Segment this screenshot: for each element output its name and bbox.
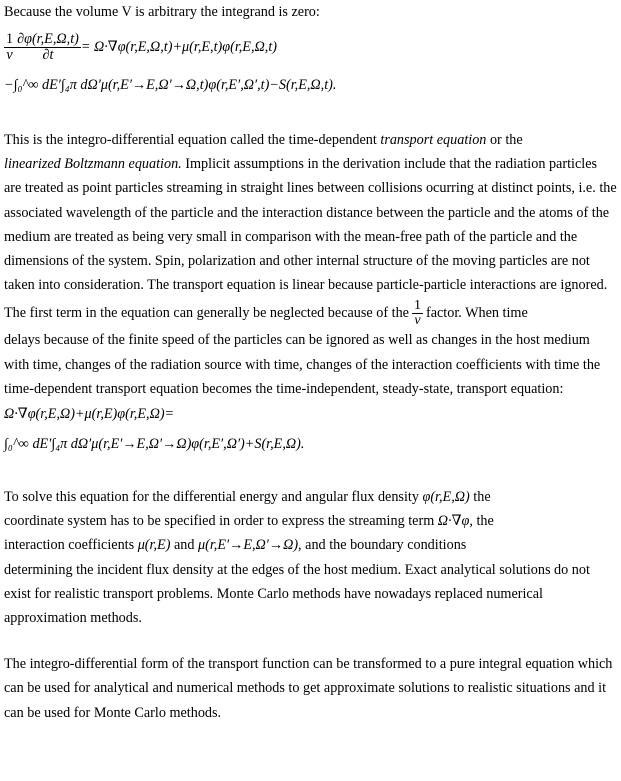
- inline-math-mu-transition: μ(r,E′→E,Ω′→Ω),: [198, 537, 302, 554]
- paragraph-transport-equation: This is the integro-differential equation called the time-dependent transport equation or the linearized Boltzmann equation. Implicit assumptions in the derivation include that the radiation particles are treated as point particles streaming in straight lines between collisions ocurring at distinct points, i.e. the associated wavelength of the particle and the interaction distance between the particle and the atoms of the medium are treated as being very small in comparison with the mean-free path of the particle and the dimensions of the system. Spin, polarization and other internal structure of the moving particles are not taken into consideration. The transport equation is linear because particle-particle interactions are ignored.: [4, 132, 617, 294]
- inline-math-mu-r-e: μ(r,E): [137, 537, 171, 554]
- inline-math-streaming-term: Ω·∇φ,: [437, 513, 473, 530]
- paragraph-first-term: The first term in the equation can generally be neglected because of the $\frac{1}{v}$ factor. When time delays because of the finite speed of the particles can be ignored as well as changes in the host medium with time, changes of the radiation source with time, changes of the interaction coefficients with time the time-dependent transport equation becomes the time-independent, steady-state, transport equation:: [4, 298, 601, 397]
- inline-math-flux-density: φ(r,E,Ω): [422, 489, 470, 506]
- intro-line: Because the volume V is arbitrary the integrand is zero:: [4, 4, 320, 20]
- partial-derivative-numerator: ∂φ(r,E,Ω,t): [17, 30, 79, 47]
- equation-1-rhs: = Ω·∇φ(r,E,Ω,t)+μ(r,E,t)φ(r,E,Ω,t): [80, 38, 277, 55]
- inline-fraction-one-over-v: $\frac{1}{v}$: [413, 298, 421, 329]
- term-linearized-boltzmann: linearized Boltzmann equation.: [4, 156, 182, 173]
- equation-2: [4, 401, 617, 461]
- partial-derivative-denominator: ∂t: [42, 46, 54, 63]
- equation-2-line-2: ∫₀^∞ dE′∫₄π dΩ′μ(r,E′→E,Ω′→Ω)φ(r,E′,Ω′)+S(r,E,Ω).: [4, 435, 305, 452]
- partial-derivative-fraction: [15, 32, 81, 63]
- fraction-denominator: v: [6, 46, 13, 63]
- paragraph-solve-equation: To solve this equation for the differential energy and angular flux density φ(r,E,Ω) the coordinate system has to be specified in order to express the streaming term Ω·∇φ, the interaction coefficients μ(r,E) and μ(r,E′→E,Ω′→Ω), and the boundary conditions determining the incident flux density at the edges of the host medium. Exact analytical solutions do not exist for realistic transport problems. Monte Carlo methods have nowadays replaced numerical approximation methods.: [4, 489, 590, 627]
- equation-2-line-1: Ω·∇φ(r,E,Ω)+μ(r,E)φ(r,E,Ω)=: [4, 405, 175, 422]
- paragraph-integral-form: The integro-differential form of the transport function can be transformed to a pure integral equation which can be used for analytical and numerical methods to get approximate solutions to realistic situations and it can be used for Monte Carlo methods.: [4, 656, 613, 721]
- term-transport-equation: transport equation: [380, 132, 487, 148]
- equation-1-line-2: −∫₀^∞ dE′∫₄π dΩ′μ(r,E′→E,Ω′→Ω,t)φ(r,E′,Ω′,t)−S(r,E,Ω,t).: [4, 76, 337, 93]
- equation-1-line-1: [4, 24, 617, 70]
- fraction-numerator: 1: [6, 30, 14, 47]
- equation-1: [4, 24, 617, 100]
- fraction-one-over-v: [4, 32, 15, 63]
